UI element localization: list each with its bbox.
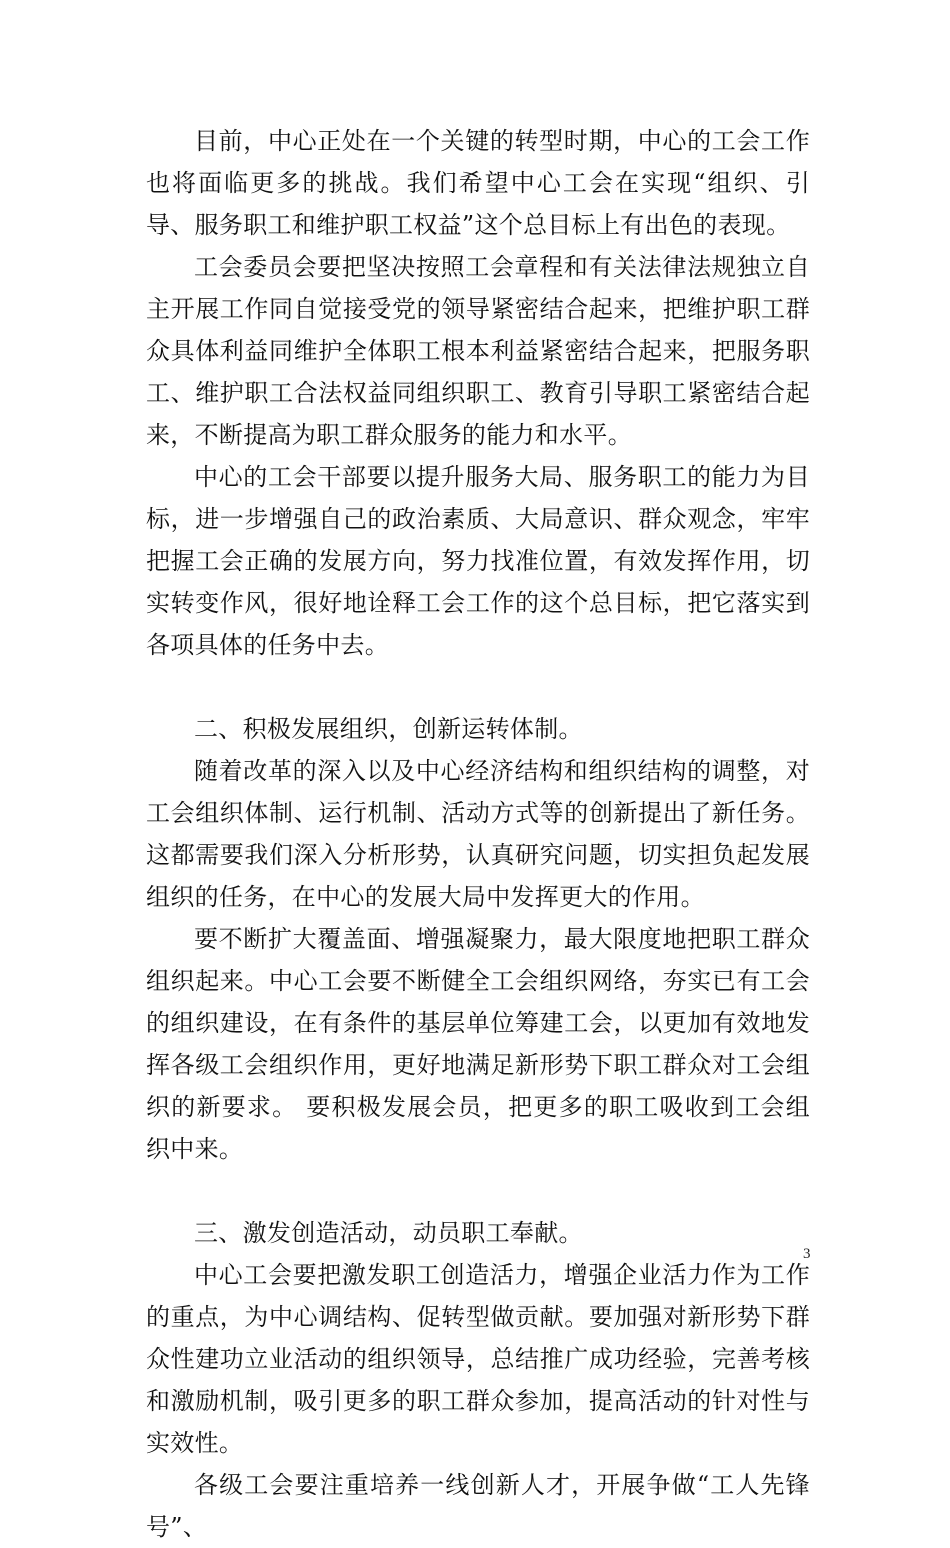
page-number: 3 — [803, 1246, 811, 1262]
paragraph-gap — [146, 666, 810, 708]
section-heading: 三、激发创造活动，动员职工奉献。 — [194, 1219, 583, 1247]
paragraph-gap — [146, 1170, 810, 1212]
paragraph: 中心工会要把激发职工创造活力，增强企业活力作为工作的重点，为中心调结构、促转型做贡献。要加强对新形势下群众性建功立业活动的组织领导，总结推广成功经验，完善考核和激励机制，吸引更多的职工群众参加，提高活动的针对性与实效性。 — [146, 1261, 810, 1457]
paragraph: 中心的工会干部要以提升服务大局、服务职工的能力为目标，进一步增强自己的政治素质、大局意识、群众观念，牢牢把握工会正确的发展方向，努力找准位置，有效发挥作用，切实转变作风，很好地诠释工会工作的这个总目标，把它落实到各项具体的任务中去。 — [146, 463, 810, 659]
body-text — [146, 120, 810, 1548]
section-heading: 二、积极发展组织，创新运转体制。 — [194, 715, 583, 743]
paragraph: 随着改革的深入以及中心经济结构和组织结构的调整，对工会组织体制、运行机制、活动方式等的创新提出了新任务。这都需要我们深入分析形势，认真研究问题，切实担负起发展组织的任务，在中心的发展大局中发挥更大的作用。 — [146, 757, 810, 911]
paragraph: 目前，中心正处在一个关键的转型时期，中心的工会工作也将面临更多的挑战。我们希望中心工会在实现“组织、引导、服务职工和维护职工权益”这个总目标上有出色的表现。 — [146, 127, 810, 239]
paragraph: 各级工会要注重培养一线创新人才，开展争做“工人先锋号”、 — [146, 1471, 810, 1541]
paragraph: 工会委员会要把坚决按照工会章程和有关法律法规独立自主开展工作同自觉接受党的领导紧密结合起来，把维护职工群众具体利益同维护全体职工根本利益紧密结合起来，把服务职工、维护职工合法权益同组织职工、教育引导职工紧密结合起来，不断提高为职工群众服务的能力和水平。 — [146, 253, 810, 449]
paragraph: 要不断扩大覆盖面、增强凝聚力，最大限度地把职工群众组织起来。中心工会要不断健全工会组织网络，夯实已有工会的组织建设，在有条件的基层单位筹建工会，以更加有效地发挥各级工会组织作用，更好地满足新形势下职工群众对工会组织的新要求。 要积极发展会员，把更多的职工吸收到工会组织中来。 — [146, 925, 810, 1163]
